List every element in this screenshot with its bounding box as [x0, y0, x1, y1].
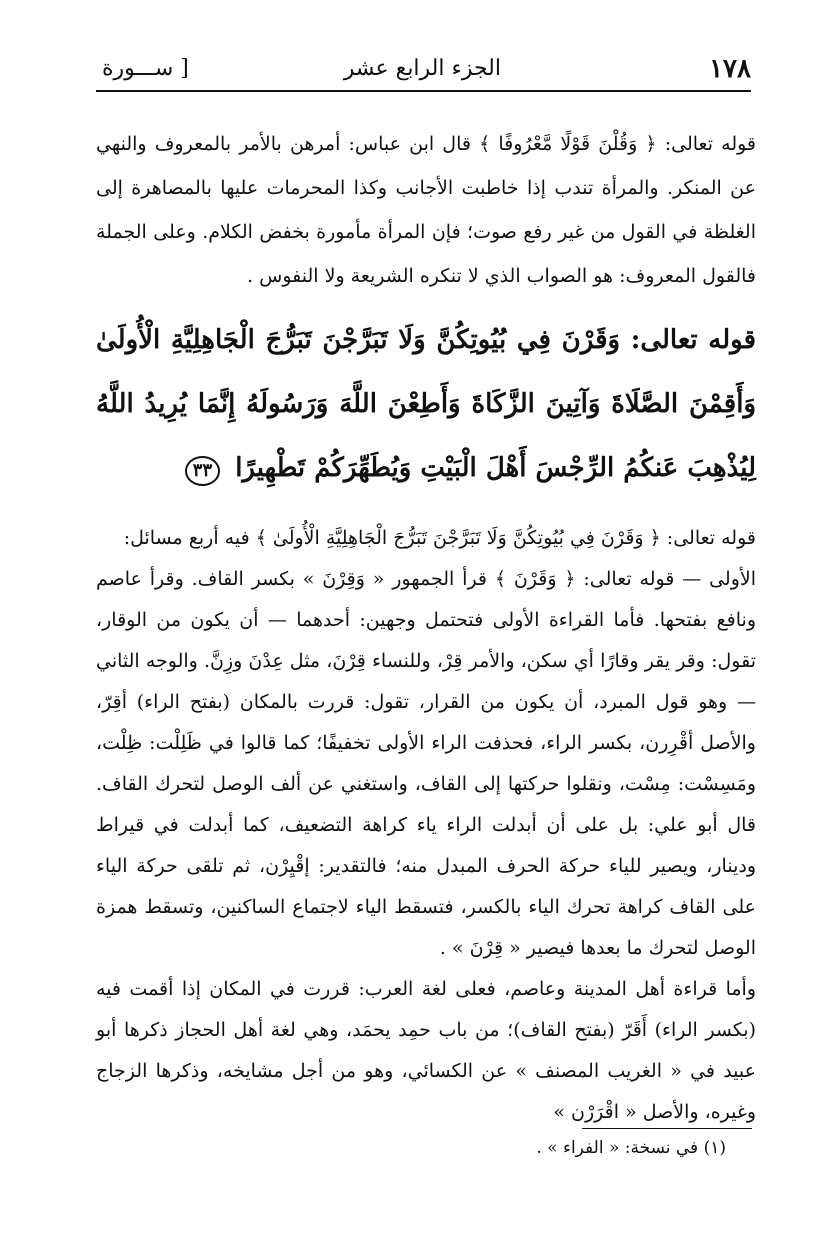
- part-title: الجزء الرابع عشر: [343, 56, 501, 81]
- paragraph-commentary-4: وأما قراءة أهل المدينة وعاصم، فعلى لغة العرب: قررت في المكان إذا أقمت فيه (بكسر الراء) أَقَرّ (بفتح القاف)؛ من باب حمِد يحمَد، وهي لغة أهل الحجاز ذكرها أبو عبيد في « الغريب المصنف » عن الكسائي، وهو من أجل مشايخه، وذكرها الزجاج وغيره، والأصل « اقْرَرْن »: [96, 978, 756, 1123]
- paragraph-commentary-2: قوله تعالى: ﴿ وَقَرْنَ فِي بُيُوتِكُنَّ وَلَا تَبَرَّجْنَ تَبَرُّجَ الْجَاهِلِيَّةِ الْأُولَىٰ ﴾ فيه أربع مسائل:: [123, 527, 756, 549]
- footnote: (١) في نسخة: « الفراء » .: [536, 1138, 726, 1158]
- quran-verse: [96, 308, 756, 500]
- paragraph-commentary-1: قوله تعالى: ﴿ وَقُلْنَ قَوْلًا مَّعْرُوفًا ﴾ قال ابن عباس: أمرهن بالأمر بالمعروف والنهي عن المنكر. والمرأة تندب إذا خاطبت الأجانب وكذا المحرمات عليها بالمصاهرة إلى الغلظة في القول من غير رفع صوت؛ فإن المرأة مأمورة بخفض الكلام. وعلى الجملة فالقول المعروف: هو الصواب الذي لا تنكره الشريعة ولا النفوس .: [96, 133, 756, 287]
- quran-verse-text: قوله تعالى: وَقَرْنَ فِي بُيُوتِكُنَّ وَلَا تَبَرَّجْنَ تَبَرُّجَ الْجَاهِلِيَّةِ الْأُولَىٰ وَأَقِمْنَ الصَّلَاةَ وَآتِينَ الزَّكَاةَ وَأَطِعْنَ اللَّهَ وَرَسُولَهُ إِنَّمَا يُرِيدُ اللَّهُ لِيُذْهِبَ عَنكُمُ الرِّجْسَ أَهْلَ الْبَيْتِ وَيُطَهِّرَكُمْ تَطْهِيرًا: [96, 325, 756, 483]
- page-number: ١٧٨: [709, 54, 751, 84]
- page-header: [96, 50, 751, 90]
- footnote-rule: [582, 1128, 752, 1129]
- verse-number-badge: ٣٣: [185, 456, 220, 486]
- header-rule: [96, 90, 751, 92]
- page-body: [96, 122, 756, 1133]
- paragraph-commentary-3: الأولى — قوله تعالى: ﴿ وَقَرْنَ ﴾ قرأ الجمهور « وَقِرْنَ » بكسر القاف. وقرأ عاصم ونافع بفتحها. فأما القراءة الأولى فتحتمل وجهين: أحدهما — أن يكون من الوقار، تقول: وقر يقر وقارًا أي سكن، والأمر قِرْ، وللنساء قِرْنَ، مثل عِدْنَ وزِنَّ. والوجه الثاني — وهو قول المبرد، أن يكون من القرار، تقول: قررت بالمكان (بفتح الراء) أقِرّ، والأصل أقْرِرن، بكسر الراء، فحذفت الراء الأولى تخفيفًا؛ كما قالوا في ظَلِلْت: ظِلْت، ومَسِسْت: مِسْت، ونقلوا حركتها إلى القاف، واستغني عن ألف الوصل لتحرك القاف. قال أبو علي: بل على أن أبدلت الراء ياء كراهة التضعيف، كما أبدلت في قيراط ودينار، ويصير للياء حركة الحرف المبدل منه؛ فالتقدير: إقْيِرْن، ثم تلقى حركة الياء على القاف كراهة تحرك الياء بالكسر، فتسقط الياء لاجتماع الساكنين، وتسقط همزة الوصل لتحرك ما بعدها فيصير « قِرْنَ » .: [96, 568, 756, 959]
- surah-title: [ ســـورة: [102, 56, 189, 81]
